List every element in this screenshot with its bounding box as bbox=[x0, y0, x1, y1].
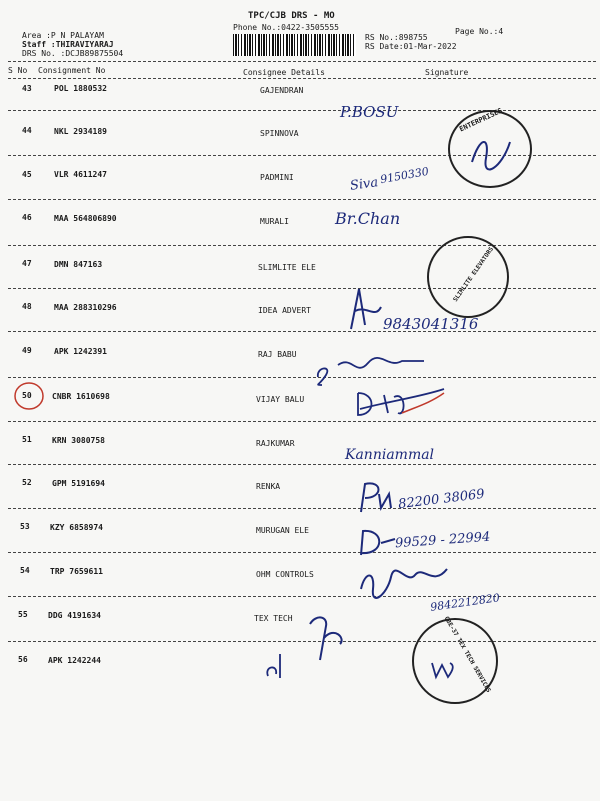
column-header-consignee: Consignee Details bbox=[243, 68, 325, 77]
row-consignee: RENKA bbox=[256, 482, 281, 491]
column-header-consignment: Consignment No bbox=[38, 66, 106, 75]
divider bbox=[8, 508, 596, 509]
row-sno: 53 bbox=[20, 522, 30, 531]
handwritten-phone: 82200 38069 bbox=[397, 486, 486, 513]
page-number: Page No.:4 bbox=[455, 27, 504, 36]
stamp-text: ENTERPRISES bbox=[458, 106, 504, 134]
row-consignee: IDEA ADVERT bbox=[258, 306, 311, 315]
column-header-signature: Signature bbox=[425, 68, 469, 77]
signature-mark bbox=[262, 650, 296, 682]
drs-number: DRS No. :DCJB89875504 bbox=[22, 49, 124, 58]
rs-date: RS Date:01-Mar-2022 bbox=[365, 42, 457, 51]
row-sno: 44 bbox=[22, 126, 32, 135]
row-consignment: APK 1242391 bbox=[54, 347, 107, 356]
row-sno: 54 bbox=[20, 566, 30, 575]
handwritten-name: Br.Chan bbox=[335, 209, 401, 228]
row-consignee: MURALI bbox=[260, 217, 289, 226]
handwritten-phone: 9842212820 bbox=[429, 591, 501, 614]
row-consignment: CNBR 1610698 bbox=[52, 392, 110, 401]
row-consignment: TRP 7659611 bbox=[50, 567, 103, 576]
row-consignment: KRN 3080758 bbox=[52, 436, 105, 445]
document-title: TPC/CJB DRS - MO bbox=[248, 11, 335, 21]
company-stamp bbox=[427, 236, 509, 318]
row-consignment: POL 1880532 bbox=[54, 84, 107, 93]
handwritten-phone: 99529 - 22994 bbox=[394, 529, 491, 552]
signature-mark bbox=[428, 655, 458, 681]
row-sno: 56 bbox=[18, 655, 28, 664]
divider bbox=[8, 596, 596, 597]
row-consignee: VIJAY BALU bbox=[256, 395, 305, 404]
phone-number: Phone No.:0422-3505555 bbox=[233, 23, 339, 32]
stamp-text: SLIMLITE ELEVATORS bbox=[451, 245, 496, 304]
row-consignee: PADMINI bbox=[260, 173, 294, 182]
divider bbox=[8, 78, 596, 79]
divider bbox=[8, 331, 596, 332]
row-consignment: DMN 847163 bbox=[54, 260, 103, 269]
divider bbox=[8, 552, 596, 553]
row-consignee: GAJENDRAN bbox=[260, 86, 304, 95]
row-sno: 52 bbox=[22, 478, 32, 487]
divider bbox=[8, 421, 596, 422]
row-sno: 46 bbox=[22, 213, 32, 222]
handwritten-phone: 9150330 bbox=[379, 164, 430, 187]
row-consignment: GPM 5191694 bbox=[52, 479, 105, 488]
signature-mark bbox=[350, 383, 450, 423]
row-consignment: VLR 4611247 bbox=[54, 170, 107, 179]
row-sno: 55 bbox=[18, 610, 28, 619]
row-consignment: NKL 2934189 bbox=[54, 127, 107, 136]
divider bbox=[8, 199, 596, 200]
row-sno: 47 bbox=[22, 259, 32, 268]
row-consignment: MAA 564806890 bbox=[54, 214, 117, 223]
row-sno: 43 bbox=[22, 84, 32, 93]
row-consignee: OHM CONTROLS bbox=[256, 570, 314, 579]
divider bbox=[8, 288, 596, 289]
signature-mark bbox=[345, 285, 385, 335]
signature-mark bbox=[355, 565, 465, 600]
rs-number: RS No.:898755 bbox=[365, 33, 428, 42]
row-consignment: KZY 6858974 bbox=[50, 523, 103, 532]
divider bbox=[8, 377, 596, 378]
row-consignee: TEX TECH bbox=[254, 614, 293, 623]
row-consignee: SLIMLITE ELE bbox=[258, 263, 316, 272]
barcode bbox=[233, 34, 356, 56]
row-consignee: MURUGAN ELE bbox=[256, 526, 309, 535]
row-consignment: DDG 4191634 bbox=[48, 611, 101, 620]
signature-mark bbox=[468, 132, 516, 172]
staff-label: Staff :THIRAVIYARAJ bbox=[22, 40, 114, 49]
row-sno: 51 bbox=[22, 435, 32, 444]
divider bbox=[8, 110, 596, 111]
row-consignee: SPINNOVA bbox=[260, 129, 299, 138]
row-sno: 50 bbox=[22, 391, 32, 400]
handwritten-name: Siva bbox=[349, 175, 380, 194]
divider bbox=[8, 245, 596, 246]
signature-mark bbox=[355, 525, 399, 561]
row-sno: 48 bbox=[22, 302, 32, 311]
area-label: Area :P N PALAYAM bbox=[22, 31, 104, 40]
row-sno: 49 bbox=[22, 346, 32, 355]
red-circle-annotation bbox=[12, 380, 48, 412]
divider bbox=[8, 464, 596, 465]
handwritten-name: P.BOSU bbox=[340, 103, 399, 121]
handwritten-name: Kanniammal bbox=[345, 447, 435, 463]
stamp-text: CBE-37 TEX TECH SERVICES bbox=[442, 615, 493, 694]
row-sno: 45 bbox=[22, 170, 32, 179]
row-consignment: MAA 288310296 bbox=[54, 303, 117, 312]
row-consignment: APK 1242244 bbox=[48, 656, 101, 665]
row-consignee: RAJ BABU bbox=[258, 350, 297, 359]
row-consignee: RAJKUMAR bbox=[256, 439, 295, 448]
divider bbox=[8, 61, 596, 62]
column-header-sno: S No bbox=[8, 66, 28, 75]
handwritten-phone: 9843041316 bbox=[383, 315, 479, 333]
signature-mark bbox=[300, 612, 362, 667]
